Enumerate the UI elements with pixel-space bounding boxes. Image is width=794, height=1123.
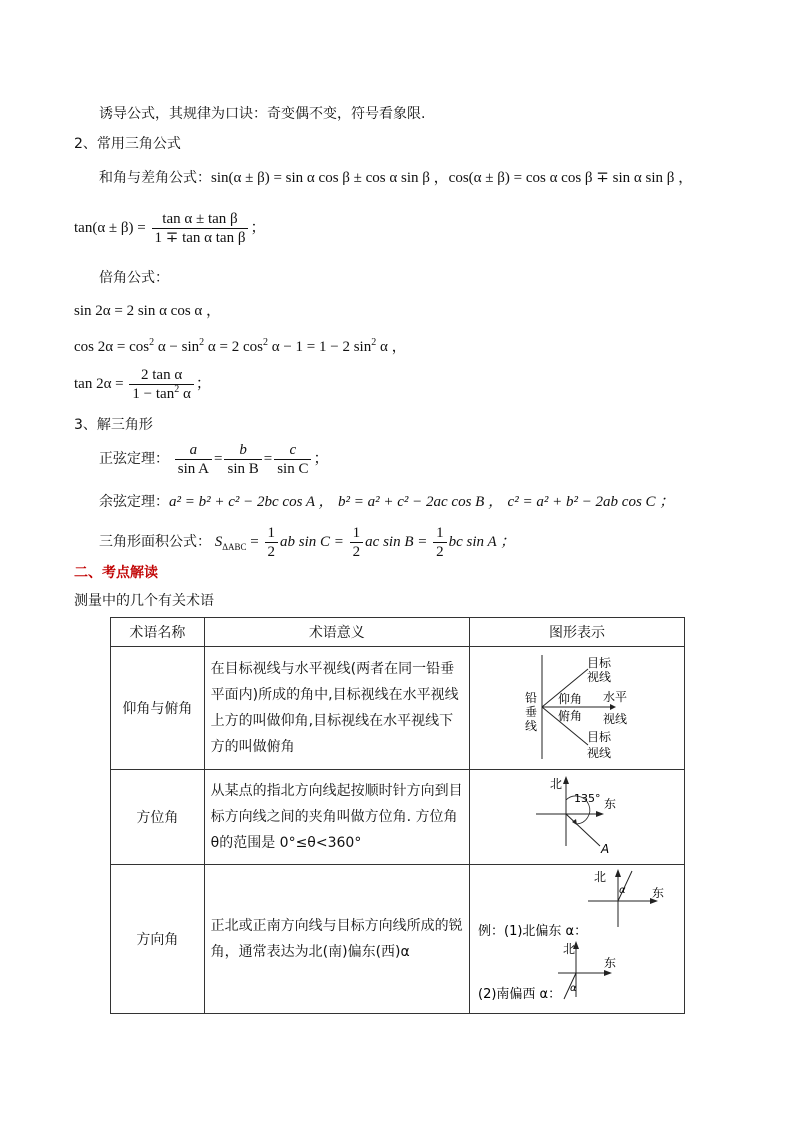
sum-diff-row <box>99 168 693 188</box>
north-arrow-1 <box>615 869 621 877</box>
angle-label: 135° <box>573 792 601 805</box>
cos-sum-formula: cos(α ± β) = cos α cos β ∓ sin α sin β ， <box>448 170 694 186</box>
direction-line <box>566 814 600 846</box>
example-1-text: 例：(1)北偏东 α： <box>477 924 588 939</box>
target-sight-label: 目标 <box>586 730 611 744</box>
tan-double-lhs: tan 2α = <box>74 375 124 392</box>
table-intro: 测量中的几个有关术语 <box>74 593 214 609</box>
tan-sum-lhs: tan(α ± β) = <box>74 219 146 236</box>
heading-two: 二、考点解读 <box>74 565 158 581</box>
sine-law-frac-a <box>175 441 212 478</box>
row-term-name: 方位角 <box>111 770 205 865</box>
north-label-1: 北 <box>593 870 606 884</box>
horizontal-sight-label: 水平 <box>602 690 627 704</box>
azimuth-figure <box>469 770 684 865</box>
east-label-1: 东 <box>651 886 664 900</box>
cos-double-part: α = 2 cos <box>207 339 263 355</box>
direction-figure-svg <box>470 865 684 1009</box>
cosine-law-label: 余弦定理： <box>99 494 169 510</box>
row-term-name: 方向角 <box>111 865 205 1014</box>
equals-sign: = <box>250 533 259 550</box>
horizontal-sight-label: 视线 <box>602 712 627 726</box>
tan-double-den-part: 1 − tan <box>132 386 175 402</box>
intro-note: 诱导公式，其规律为口诀：奇变偶不变，符号看象限. <box>99 106 426 122</box>
sine-law-frac-c <box>274 441 311 478</box>
table-row <box>111 770 685 865</box>
horizontal-arrow <box>610 704 616 710</box>
table-row <box>111 647 685 770</box>
area-label: 三角形面积公式： <box>99 533 211 550</box>
terms-table <box>110 617 685 1014</box>
north-label-2: 北 <box>562 942 575 956</box>
table-row <box>111 865 685 1014</box>
half-fraction <box>433 524 447 561</box>
elevation-angle-label: 仰角 <box>557 692 582 706</box>
east-arrow <box>596 811 604 817</box>
sine-law-frac-b <box>224 441 261 478</box>
tan-double-fraction <box>129 366 193 403</box>
cosine-law-row <box>99 492 674 512</box>
vertical-label: 线 <box>524 719 537 733</box>
east-label-2: 东 <box>603 956 616 970</box>
elevation-figure-svg <box>470 647 684 765</box>
cos-double-formula: $\cos 2\alpha = \cos^2 \alpha - \sin^2 \alpha = 2$ $\cos^2 \alpha - 1 = 1 - 2$ $\sin^2 \alpha$ ， <box>74 337 407 355</box>
azimuth-figure-svg <box>470 770 684 860</box>
frac-den: sin A <box>177 461 210 477</box>
area-formula-row <box>99 524 515 561</box>
frac-den: sin B <box>227 461 259 477</box>
frac-num: 1 <box>265 524 279 543</box>
target-sight-label: 视线 <box>586 746 611 760</box>
cos-double-part: α − sin <box>157 339 200 355</box>
alpha-label-2: α <box>569 983 577 994</box>
frac-num: b <box>224 441 261 460</box>
sine-law-row <box>99 441 329 478</box>
equals-sign: = <box>214 450 223 467</box>
row-term-meaning: 从某点的指北方向线起按顺时针方向到目标方向线之间的夹角叫做方位角. 方位角θ的范围是 0°≤θ<360° <box>204 770 469 865</box>
section-3-title: 3、解三角形 <box>74 417 153 433</box>
header-term-meaning: 术语意义 <box>204 618 469 647</box>
area-term: bc sin A ； <box>448 533 516 550</box>
frac-num: c <box>274 441 311 460</box>
cosine-law-b: b² = a² + c² − 2ac cos B ， <box>338 494 504 510</box>
sum-diff-label: 和角与差角公式： <box>99 170 211 186</box>
tan-double-end: ； <box>195 375 211 392</box>
row-term-meaning: 正北或正南方向线与目标方向线所成的锐角，通常表达为北(南)偏东(西)α <box>204 865 469 1014</box>
direction-angle-figure <box>469 865 684 1014</box>
north-arrow <box>563 776 569 784</box>
tan-sum-fraction <box>152 210 249 247</box>
tan-double-numerator: 2 tan α <box>129 366 193 385</box>
elevation-depression-figure <box>469 647 684 770</box>
tan-double-formula <box>74 366 211 403</box>
tan-sum-denominator: 1 ∓ tan α tan β <box>154 230 246 246</box>
area-lhs: S <box>214 533 223 550</box>
tan-sum-formula <box>74 210 265 247</box>
half-fraction <box>265 524 279 561</box>
frac-num: 1 <box>433 524 447 543</box>
tan-sum-end: ； <box>250 219 266 236</box>
target-sight-label: 视线 <box>586 670 611 684</box>
frac-den: sin C <box>277 461 309 477</box>
north-label: 北 <box>549 777 562 791</box>
table-header-row <box>111 618 685 647</box>
east-label: 东 <box>603 797 616 811</box>
frac-den: 2 <box>267 544 276 560</box>
cos-double-part: α − 1 = 1 − 2 sin <box>271 339 372 355</box>
sine-law-end: ； <box>313 450 329 467</box>
tan-double-denominator: $1 - \tan^2 \alpha$ <box>132 384 191 402</box>
sin-sum-formula: sin(α ± β) = sin α cos β ± cos α sin β ， <box>211 170 449 186</box>
tan-sum-numerator: tan α ± tan β <box>152 210 249 229</box>
header-figure: 图形表示 <box>469 618 684 647</box>
header-term-name: 术语名称 <box>111 618 205 647</box>
frac-den: 2 <box>352 544 361 560</box>
tan-double-den-part: α <box>182 386 191 402</box>
area-term: ab sin C = <box>280 533 344 550</box>
point-a-label: A <box>600 842 610 856</box>
half-fraction <box>350 524 364 561</box>
cos-double-part: cos 2α = cos <box>74 339 150 355</box>
section-2-title: 2、常用三角公式 <box>74 136 181 152</box>
east-arrow-2 <box>604 970 612 976</box>
cos-double-part: α ， <box>379 339 407 355</box>
vertical-label: 垂 <box>524 705 537 719</box>
sin-double-formula: sin 2α = 2 sin α cos α ， <box>74 303 222 319</box>
alpha-label-1: α <box>618 885 626 896</box>
row-term-name: 仰角与俯角 <box>111 647 205 770</box>
cosine-law-c: c² = a² + b² − 2ab cos C ； <box>507 494 675 510</box>
equals-sign: = <box>263 450 273 467</box>
row-term-meaning: 在目标视线与水平视线(两者在同一铅垂平面内)所成的角中,目标视线在水平视线上方的叫做仰角,目标视线在水平视线下方的叫做俯角 <box>204 647 469 770</box>
sine-law-label: 正弦定理： <box>99 450 169 467</box>
frac-num: a <box>175 441 212 460</box>
vertical-label: 铅 <box>524 691 537 705</box>
frac-den: 2 <box>436 544 444 560</box>
cosine-law-a: a² = b² + c² − 2bc cos A ， <box>169 494 334 510</box>
depression-angle-label: 俯角 <box>557 709 582 723</box>
area-term: ac sin B = <box>365 533 428 550</box>
target-sight-label: 目标 <box>586 656 611 670</box>
frac-num: 1 <box>350 524 364 543</box>
area-sub: ΔABC <box>222 541 247 552</box>
example-2-text: (2)南偏西 α： <box>477 987 562 1002</box>
double-angle-label: 倍角公式： <box>99 270 169 286</box>
